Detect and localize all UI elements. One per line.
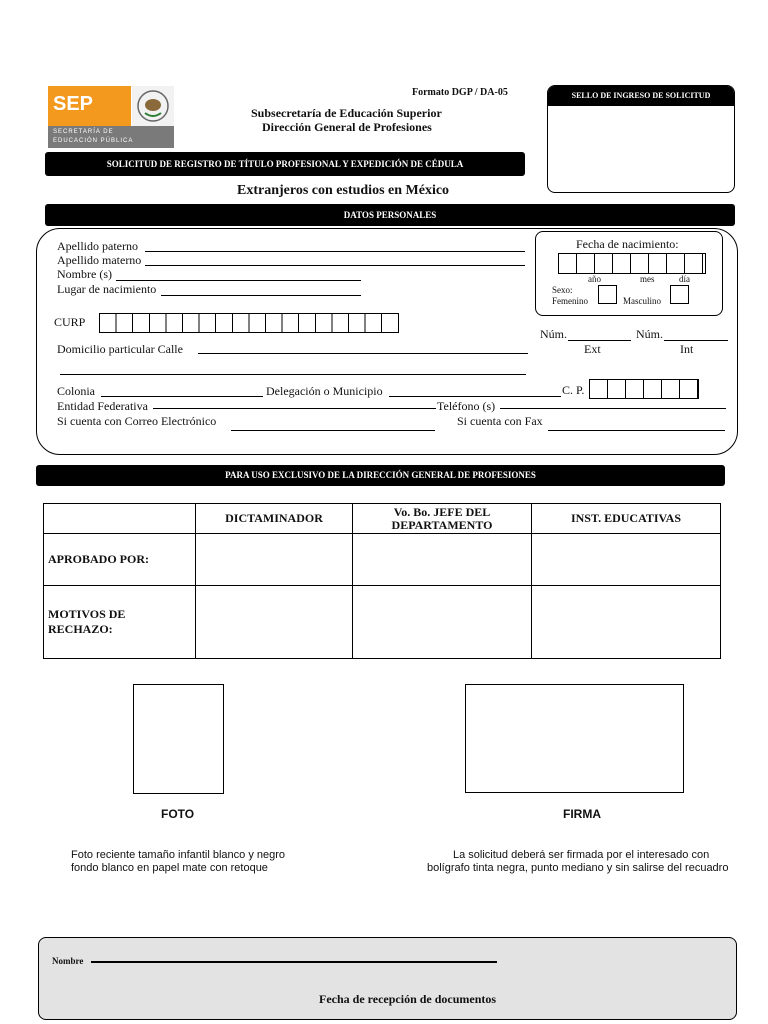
coat-of-arms-icon <box>132 86 174 126</box>
sep-logo-line1: SECRETARÍA DE <box>53 129 114 135</box>
datos-personales-bar: DATOS PERSONALES <box>45 204 735 226</box>
cp-boxes[interactable] <box>589 379 699 399</box>
mes-label: mes <box>640 274 655 284</box>
apellido-paterno-field[interactable] <box>145 251 525 252</box>
correo-label: Si cuenta con Correo Electrónico <box>57 414 217 428</box>
sep-logo-line2: EDUCACIÓN PÚBLICA <box>53 138 134 144</box>
foto-label: FOTO <box>161 807 195 821</box>
nombre-field[interactable] <box>116 280 361 281</box>
motivos-dictaminador-cell[interactable] <box>196 586 353 659</box>
dia-label: día <box>679 274 690 284</box>
femenino-label: Femenino <box>552 296 588 306</box>
foto-note-line1: Foto reciente tamaño infantil blanco y negro <box>71 849 286 861</box>
fecha-nacimiento-title: Fecha de nacimiento: <box>576 237 679 251</box>
delegacion-field[interactable] <box>389 396 561 397</box>
lugar-field[interactable] <box>161 295 361 296</box>
sep-logo-gray <box>48 126 174 148</box>
fecha-nacimiento-box <box>535 231 723 316</box>
curp-boxes[interactable] <box>99 313 399 333</box>
uso-exclusivo-bar: PARA USO EXCLUSIVO DE LA DIRECCIÓN GENERAL DE PROFESIONES <box>36 465 725 486</box>
domicilio-label: Domicilio particular Calle <box>57 342 183 356</box>
domicilio-field[interactable] <box>198 353 528 354</box>
cp-label: C. P. <box>562 383 585 397</box>
approval-table <box>43 503 721 659</box>
firma-note-line1: La solicitud deberá ser firmada por el interesado con <box>453 849 710 861</box>
telefono-label: Teléfono (s) <box>437 399 496 413</box>
entidad-label: Entidad Federativa <box>57 399 148 413</box>
num-int-label: Núm. <box>636 327 663 341</box>
table-corner-cell <box>44 504 196 534</box>
num-int-field[interactable] <box>664 340 728 341</box>
col-dictaminador: DICTAMINADOR <box>196 504 353 534</box>
fax-field[interactable] <box>548 430 725 431</box>
apellido-materno-label: Apellido materno <box>57 253 142 267</box>
row-aprobado: APROBADO POR: <box>44 534 196 586</box>
foto-box[interactable] <box>133 684 224 794</box>
curp-label: CURP <box>54 315 86 329</box>
lugar-label: Lugar de nacimiento <box>57 282 157 296</box>
ano-label: año <box>588 274 601 284</box>
foto-note-line2: fondo blanco en papel mate con retoque <box>71 862 268 874</box>
firma-label: FIRMA <box>563 807 601 821</box>
nombre-footer-field[interactable] <box>91 961 497 963</box>
masculino-label: Masculino <box>623 296 661 306</box>
motivos-vobo-cell[interactable] <box>353 586 532 659</box>
apellido-materno-field[interactable] <box>145 265 525 266</box>
domicilio-field-line2[interactable] <box>60 374 526 375</box>
row-motivos-line2: RECHAZO: <box>48 622 113 636</box>
col-vobo-line2: DEPARTAMENTO <box>391 517 493 532</box>
sep-logo-orange <box>48 86 131 126</box>
col-vobo <box>353 504 532 534</box>
num-ext-label: Núm. <box>540 327 567 341</box>
colonia-field[interactable] <box>101 396 263 397</box>
sep-logo <box>48 86 174 148</box>
footer-box <box>38 937 737 1020</box>
firma-box[interactable] <box>465 684 684 793</box>
page-subtitle: Extranjeros con estudios en México <box>237 183 450 198</box>
fecha-recepcion-label: Fecha de recepción de documentos <box>319 992 497 1006</box>
fecha-digit-boxes[interactable] <box>558 253 706 274</box>
row-motivos <box>44 586 196 659</box>
col-inst-educativas: INST. EDUCATIVAS <box>532 504 721 534</box>
sexo-label: Sexo: <box>552 285 573 295</box>
masculino-checkbox[interactable] <box>670 285 689 304</box>
correo-field[interactable] <box>231 430 435 431</box>
apellido-paterno-label: Apellido paterno <box>57 239 138 253</box>
delegacion-label: Delegación o Municipio <box>266 384 383 398</box>
firma-note-line2: bolígrafo tinta negra, punto mediano y sin salirse del recuadro <box>427 862 729 874</box>
row-motivos-line1: MOTIVOS DE <box>48 607 126 621</box>
sello-box <box>547 85 735 193</box>
int-label: Int <box>680 342 694 356</box>
motivos-inst-cell[interactable] <box>532 586 721 659</box>
aprobado-dictaminador-cell[interactable] <box>196 534 353 586</box>
col-vobo-line1: Vo. Bo. JEFE DEL <box>393 504 491 519</box>
fax-label: Si cuenta con Fax <box>457 414 543 428</box>
colonia-label: Colonia <box>57 384 95 398</box>
sello-header: SELLO DE INGRESO DE SOLICITUD <box>548 86 734 106</box>
femenino-checkbox[interactable] <box>598 285 617 304</box>
ext-label: Ext <box>584 342 601 356</box>
formato-code: Formato DGP / DA-05 <box>412 87 508 98</box>
direccion-title: Dirección General de Profesiones <box>262 120 432 134</box>
aprobado-inst-cell[interactable] <box>532 534 721 586</box>
entidad-field[interactable] <box>153 408 436 409</box>
subsecretaria-title: Subsecretaría de Educación Superior <box>251 106 442 120</box>
telefono-field[interactable] <box>500 408 726 409</box>
nombre-label: Nombre (s) <box>57 267 112 281</box>
nombre-footer-label: Nombre <box>52 956 84 966</box>
aprobado-vobo-cell[interactable] <box>353 534 532 586</box>
solicitud-bar: SOLICITUD DE REGISTRO DE TÍTULO PROFESIONAL Y EXPEDICIÓN DE CÉDULA <box>45 152 525 176</box>
sep-brand-text: SEP <box>53 93 94 115</box>
num-ext-field[interactable] <box>568 340 631 341</box>
